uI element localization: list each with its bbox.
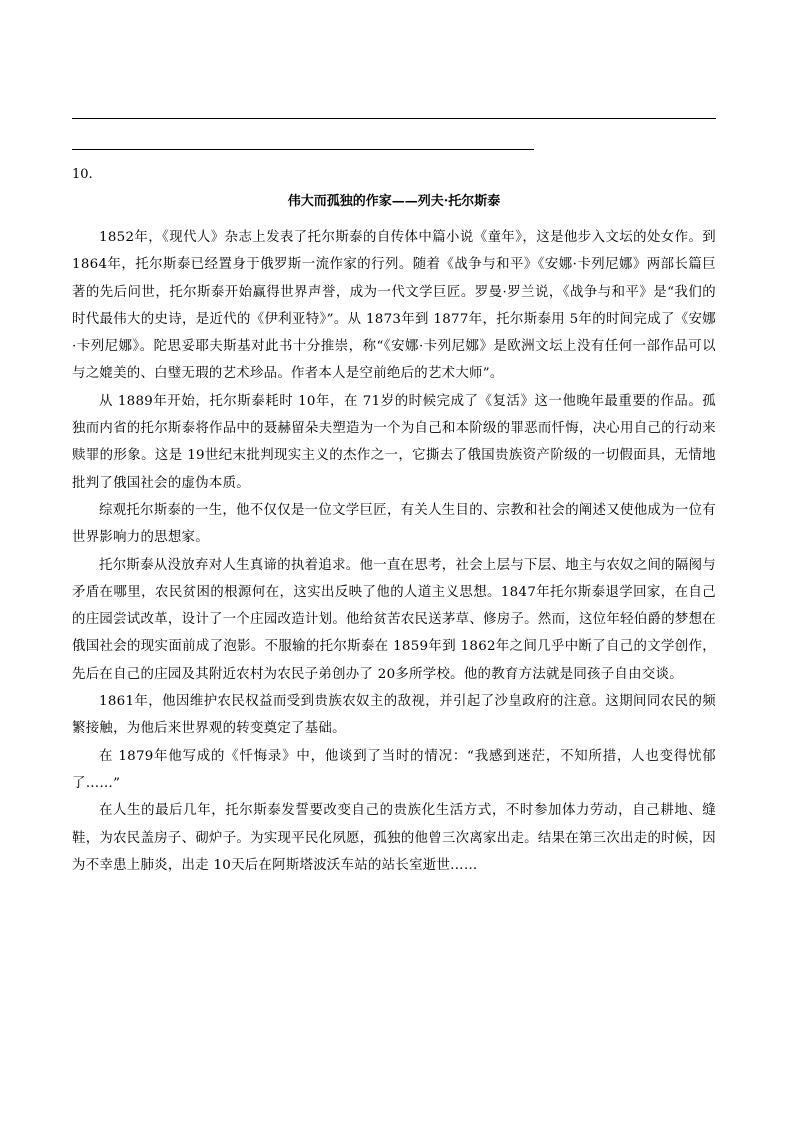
paragraph-6: 在 1879年他写成的《忏悔录》中，他谈到了当时的情况：“我感到迷茫，不知所措，人也变得忧郁了……”	[72, 748, 716, 791]
paragraph-1: 1852年，《现代人》杂志上发表了托尔斯泰的自传体中篇小说《童年》，这是他步入文坛的处女作。到 1864年，托尔斯泰已经置身于俄罗斯一流作家的行列。随着《战争与和平》《安娜·卡列尼娜》两部长篇巨著的先后问世，托尔斯泰开始赢得世界声誉，成为一代文学巨匠。罗曼·罗兰说，《战争与和平》是“我们的时代最伟大的史诗，是近代的《伊利亚特》”。从 1873年到 1877年，托尔斯泰用 5年的时间完成了《安娜·卡列尼娜》。陀思妥耶夫斯基对此书十分推崇，称“《安娜·卡列尼娜》是欧洲文坛上没有任何一部作品可以与之媲美的、白璧无瑕的艺术珍品。作者本人是空前绝后的艺术大师”。	[72, 230, 716, 382]
question-number: 10.	[72, 167, 93, 182]
paragraph-4: 托尔斯泰从没放弃对人生真谛的执着追求。他一直在思考，社会上层与下层、地主与农奴之间的隔阂与矛盾在哪里，农民贫困的根源何在，这实出反映了他的人道主义思想。1847年托尔斯泰退学回家，在自己的庄园尝试改革，设计了一个庄园改造计划。他给贫苦农民送茅草、修房子。然而，这位年轻伯爵的梦想在俄国社会的现实面前成了泡影。不服输的托尔斯泰在 1859年到 1862年之间几乎中断了自己的文学创作，先后在自己的庄园及其附近农村为农民子弟创办了 20多所学校。他的教育方法就是同孩子自由交谈。	[72, 557, 716, 682]
article-body	[72, 224, 716, 879]
answer-line-1	[72, 118, 716, 119]
article-title: 伟大而孤独的作家——列夫·托尔斯泰	[287, 194, 501, 209]
paragraph-5: 1861年，他因维护农民权益而受到贵族农奴主的敌视，并引起了沙皇政府的注意。这期间同农民的频繁接触，为他后来世界观的转变奠定了基础。	[72, 694, 716, 737]
paragraph-7: 在人生的最后几年，托尔斯泰发誓要改变自己的贵族化生活方式，不时参加体力劳动，自己耕地、缝鞋，为农民盖房子、砌炉子。为实现平民化夙愿，孤独的他曾三次离家出走。结果在第三次出走的时候，因为不幸患上肺炎，出走 10天后在阿斯塔波沃车站的站长室逝世……	[72, 803, 716, 873]
paragraph-3: 综观托尔斯泰的一生，他不仅仅是一位文学巨匠，有关人生目的、宗教和社会的阐述又使他成为一位有世界影响力的思想家。	[72, 502, 716, 546]
answer-line-2	[72, 149, 534, 150]
paragraph-2: 从 1889年开始，托尔斯泰耗时 10年，在 71岁的时候完成了《复活》这一他晚年最重要的作品。孤独而内省的托尔斯泰将作品中的聂赫留朵夫塑造为一个为自己和本阶级的罪恶而忏悔，决心用自己的行动来赎罪的形象。这是 19世纪末批判现实主义的杰作之一，它撕去了俄国贵族资产阶级的一切假面具，无情地批判了俄国社会的虚伪本质。	[72, 393, 716, 491]
